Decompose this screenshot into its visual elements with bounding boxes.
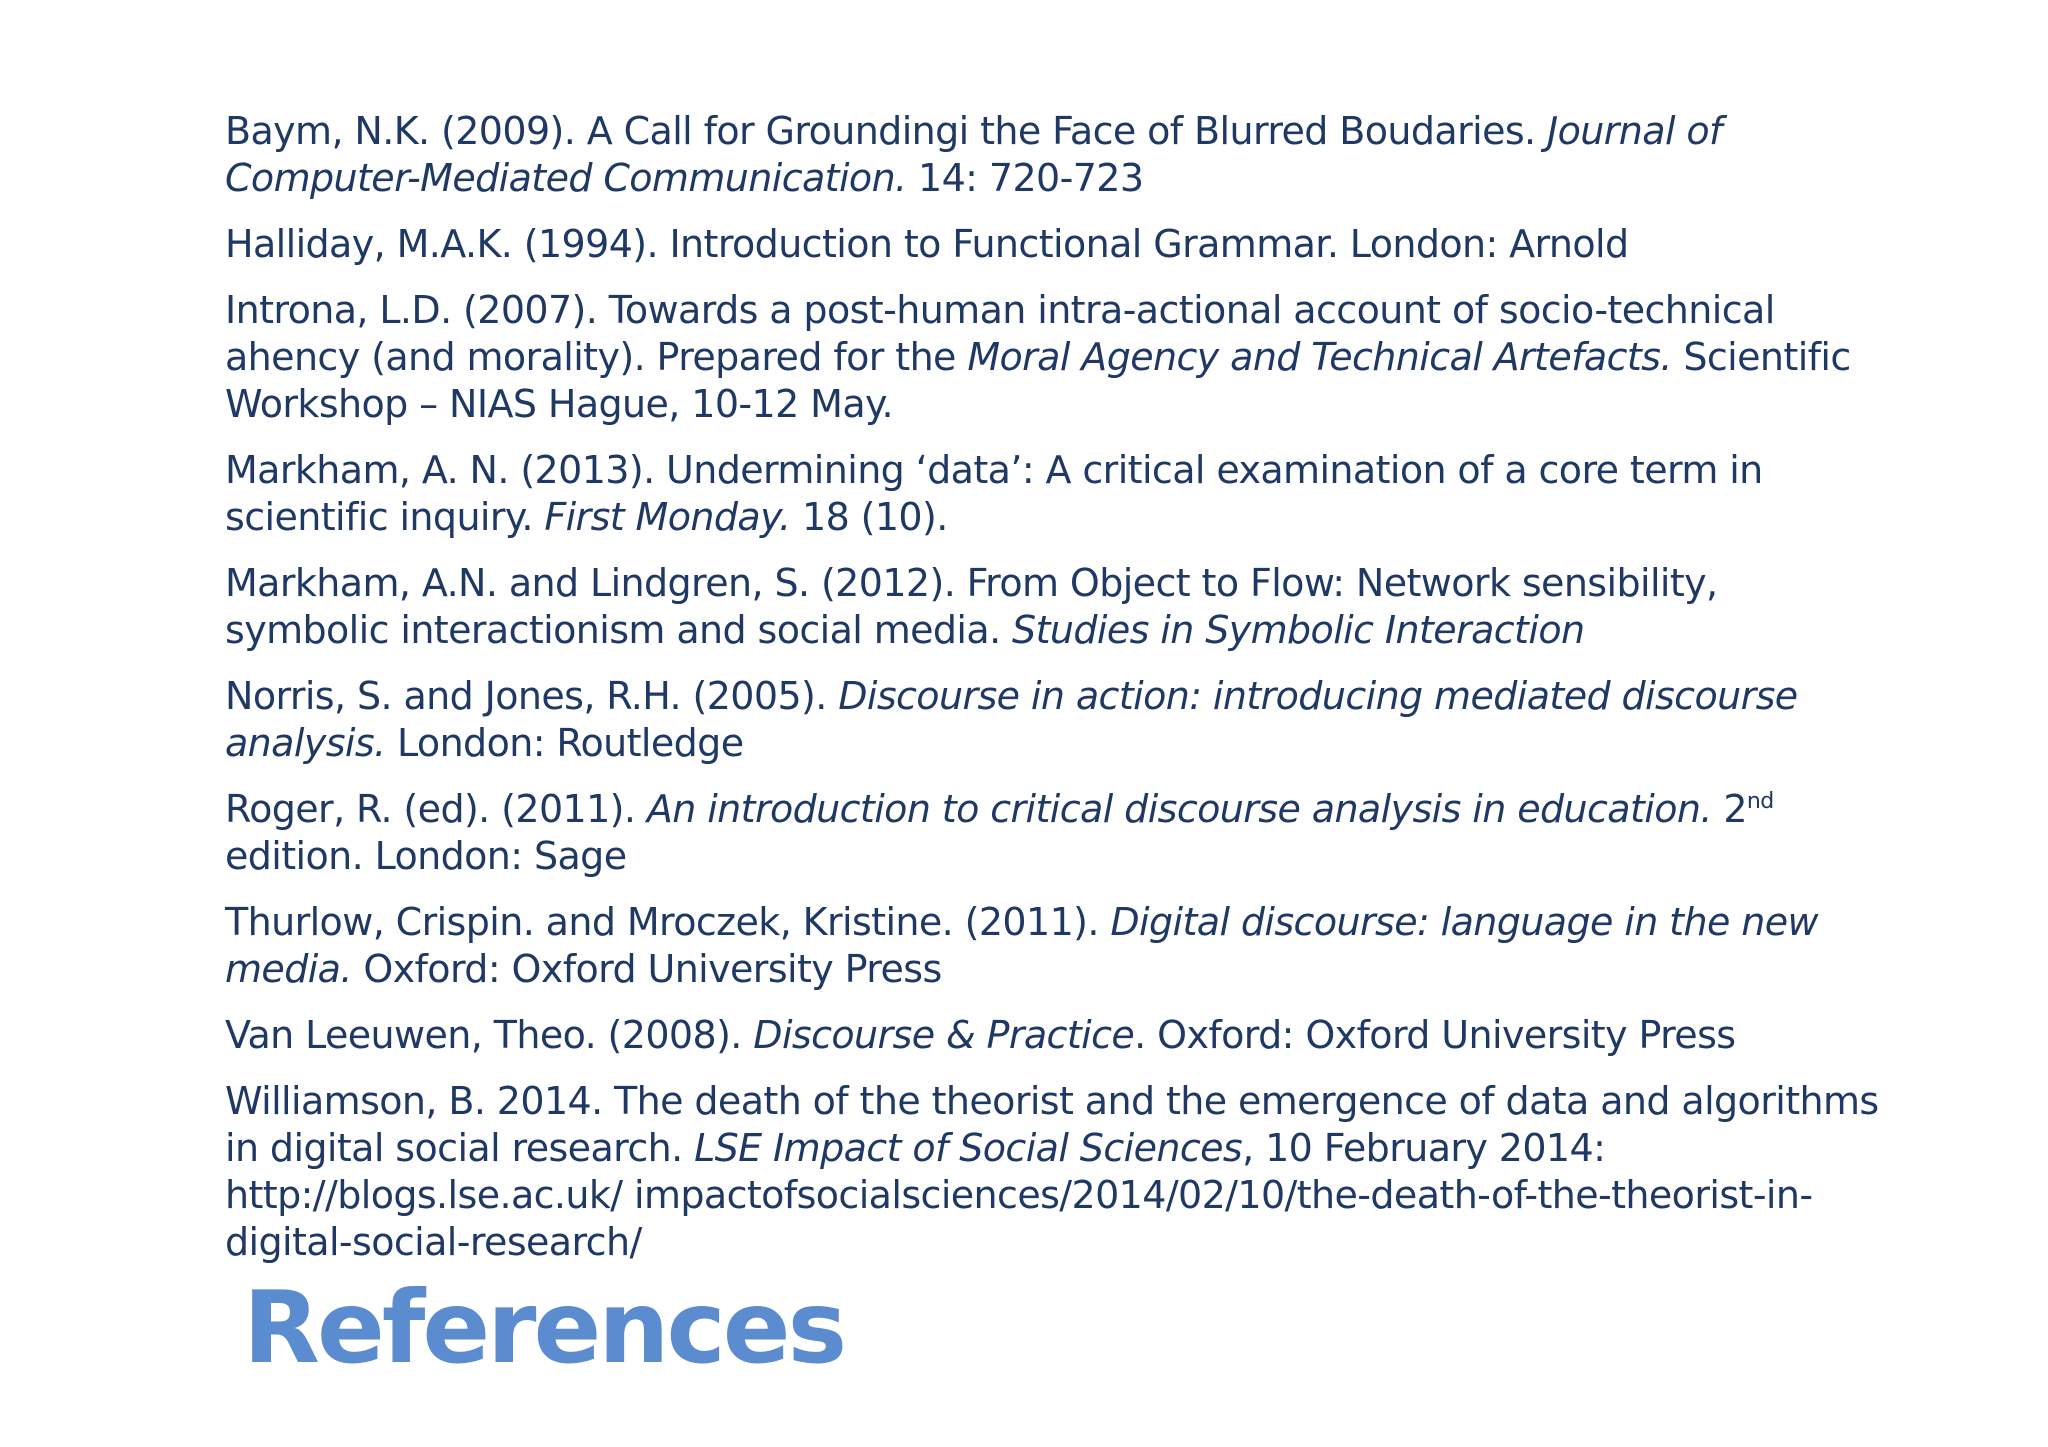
- reference-source: Discourse & Practice: [753, 1013, 1135, 1057]
- reference-source: First Monday.: [544, 495, 791, 539]
- reference-van-leeuwen-2008: [225, 1012, 1885, 1059]
- reference-thurlow-mroczek-2011: [225, 899, 1885, 993]
- reference-text: Markham, A.N. and Lindgren, S. (2012). From Object to Flow: Network sensibility, symbolic interactionism and social media.: [225, 561, 1718, 652]
- reference-williamson-2014: [225, 1078, 1885, 1266]
- reference-text: Norris, S. and Jones, R.H. (2005).: [225, 674, 839, 718]
- reference-text: London: Routledge: [385, 721, 744, 765]
- reference-text: Van Leeuwen, Theo. (2008).: [225, 1013, 754, 1057]
- edition-superscript: nd: [1746, 789, 1774, 814]
- reference-text: Scientific Workshop – NIAS Hague, 10-12 May.: [225, 335, 1851, 426]
- reference-roger-2011: [225, 786, 1885, 880]
- reference-baym-2009: [225, 108, 1885, 202]
- reference-text: Halliday, M.A.K. (1994). Introduction to Functional Grammar. London: Arnold: [225, 222, 1629, 266]
- reference-text: 14: 720-723: [906, 156, 1144, 200]
- reference-source: Moral Agency and Technical Artefacts.: [967, 335, 1672, 379]
- reference-halliday-1994: [225, 221, 1885, 268]
- reference-text: Markham, A. N. (2013). Undermining ‘data’: A critical examination of a core term in scientific inquiry.: [225, 448, 1763, 539]
- reference-markham-2013: [225, 447, 1885, 541]
- reference-introna-2007: [225, 287, 1885, 428]
- reference-text: . Oxford: Oxford University Press: [1134, 1013, 1736, 1057]
- reference-source: Journal of Computer-Mediated Communication.: [225, 109, 1722, 200]
- reference-text: Thurlow, Crispin. and Mroczek, Kristine. (2011).: [225, 900, 1111, 944]
- reference-text: 2: [1711, 787, 1747, 831]
- reference-text: Oxford: Oxford University Press: [351, 947, 942, 991]
- reference-text: edition. London: Sage: [225, 834, 627, 878]
- reference-markham-lindgren-2012: [225, 560, 1885, 654]
- reference-text: Introna, L.D. (2007). Towards a post-human intra-actional account of socio-technical ahency (and morality). Prepared for the: [225, 288, 1775, 379]
- reference-text: Williamson, B. 2014. The death of the theorist and the emergence of data and algorithms in digital social research.: [225, 1079, 1879, 1170]
- reference-source: LSE Impact of Social Sciences: [694, 1126, 1243, 1170]
- reference-text: , 10 February 2014: http://blogs.lse.ac.uk/ impactofsocialsciences/2014/02/10/the-death-of-the-theorist-in-digital-social-research/: [225, 1126, 1813, 1264]
- reference-text: 18 (10).: [790, 495, 948, 539]
- page-title: References: [243, 1269, 845, 1386]
- reference-source: An introduction to critical discourse analysis in education.: [646, 787, 1712, 831]
- reference-source: Discourse in action: introducing mediated discourse analysis.: [225, 674, 1798, 765]
- reference-text: Baym, N.K. (2009). A Call for Groundingi the Face of Blurred Boudaries.: [225, 109, 1548, 153]
- reference-source: Digital discourse: language in the new media.: [225, 900, 1818, 991]
- reference-text: Roger, R. (ed). (2011).: [225, 787, 647, 831]
- reference-source: Studies in Symbolic Interaction: [1012, 608, 1585, 652]
- reference-list: [225, 108, 1885, 1285]
- reference-norris-jones-2005: [225, 673, 1885, 767]
